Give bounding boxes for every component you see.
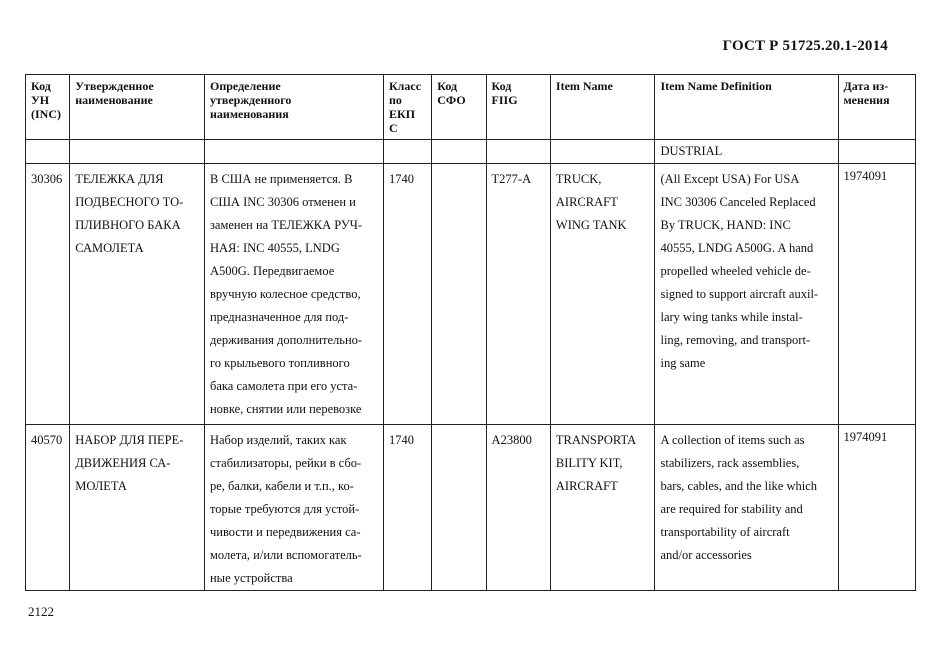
- cell-empty: [432, 140, 486, 164]
- header-ekps-class: Класс по ЕКП С: [383, 75, 431, 140]
- cell-item-name: TRANSPORTA BILITY KIT, AIRCRAFT: [550, 425, 655, 591]
- cell-definition: В США не применяется. В США INC 30306 отменен и заменен на ТЕЛЕЖКА РУЧ- НАЯ: INC 40555, LNDG A500G. Передвигаемое вручную колесное средство, предназначенное для под- держивания дополнительно- го крыльевого топливного бака самолета при его уста- новке, снятии или перевозке: [204, 164, 383, 425]
- cell-sfo-code: [432, 425, 486, 591]
- cell-sfo-code: [432, 164, 486, 425]
- page-number: 2122: [28, 604, 54, 619]
- document-title: ГОСТ Р 51725.20.1-2014: [722, 38, 888, 54]
- header-item-name-definition: Item Name Definition: [655, 75, 838, 140]
- cell-inc: 40570: [26, 425, 70, 591]
- cell-empty: [838, 140, 916, 164]
- cell-ekps-class: 1740: [383, 164, 431, 425]
- cell-change-date: 1974091: [838, 425, 916, 591]
- cell-inc: 30306: [26, 164, 70, 425]
- header-change-date: Дата из- менения: [838, 75, 916, 140]
- cell-empty: [486, 140, 550, 164]
- cell-ekps-class: 1740: [383, 425, 431, 591]
- cell-change-date: 1974091: [838, 164, 916, 425]
- table-row: [26, 425, 916, 591]
- cell-approved-name: НАБОР ДЛЯ ПЕРЕ- ДВИЖЕНИЯ СА- МОЛЕТА: [70, 425, 205, 591]
- header-fiig-code: Код FIIG: [486, 75, 550, 140]
- cell-item-name-definition: A collection of items such as stabilizers, rack assemblies, bars, cables, and the like which are required for stability and transportability of aircraft and/or accessories: [655, 425, 838, 591]
- header-row: [26, 75, 916, 140]
- header-definition: Определение утвержденного наименования: [204, 75, 383, 140]
- cell-item-name: TRUCK, AIRCRAFT WING TANK: [550, 164, 655, 425]
- table-row: [26, 164, 916, 425]
- header-item-name: Item Name: [550, 75, 655, 140]
- cell-item-name-definition: DUSTRIAL: [655, 140, 838, 164]
- cell-item-name-definition: (All Except USA) For USA INC 30306 Canceled Replaced By TRUCK, HAND: INC 40555, LNDG A500G. A hand propelled wheeled vehicle de- signed to support aircraft auxil- lary wing tanks while instal- ling, removing, and transport- ing same: [655, 164, 838, 425]
- cell-fiig-code: T277-A: [486, 164, 550, 425]
- header-inc: Код УН (INC): [26, 75, 70, 140]
- cell-empty: [550, 140, 655, 164]
- cell-fiig-code: A23800: [486, 425, 550, 591]
- cell-empty: [204, 140, 383, 164]
- cell-empty: [26, 140, 70, 164]
- cell-empty: [70, 140, 205, 164]
- header-approved-name: Утвержденное наименование: [70, 75, 205, 140]
- continuation-row: [26, 140, 916, 164]
- cell-empty: [383, 140, 431, 164]
- registry-table: [25, 74, 916, 591]
- header-sfo-code: Код СФО: [432, 75, 486, 140]
- cell-definition: Набор изделий, таких как стабилизаторы, рейки в сбо- ре, балки, кабели и т.п., ко- торые требуются для устой- чивости и передвижения са- молета, и/или вспомогатель- ные устройства: [204, 425, 383, 591]
- cell-approved-name: ТЕЛЕЖКА ДЛЯ ПОДВЕСНОГО ТО- ПЛИВНОГО БАКА САМОЛЕТА: [70, 164, 205, 425]
